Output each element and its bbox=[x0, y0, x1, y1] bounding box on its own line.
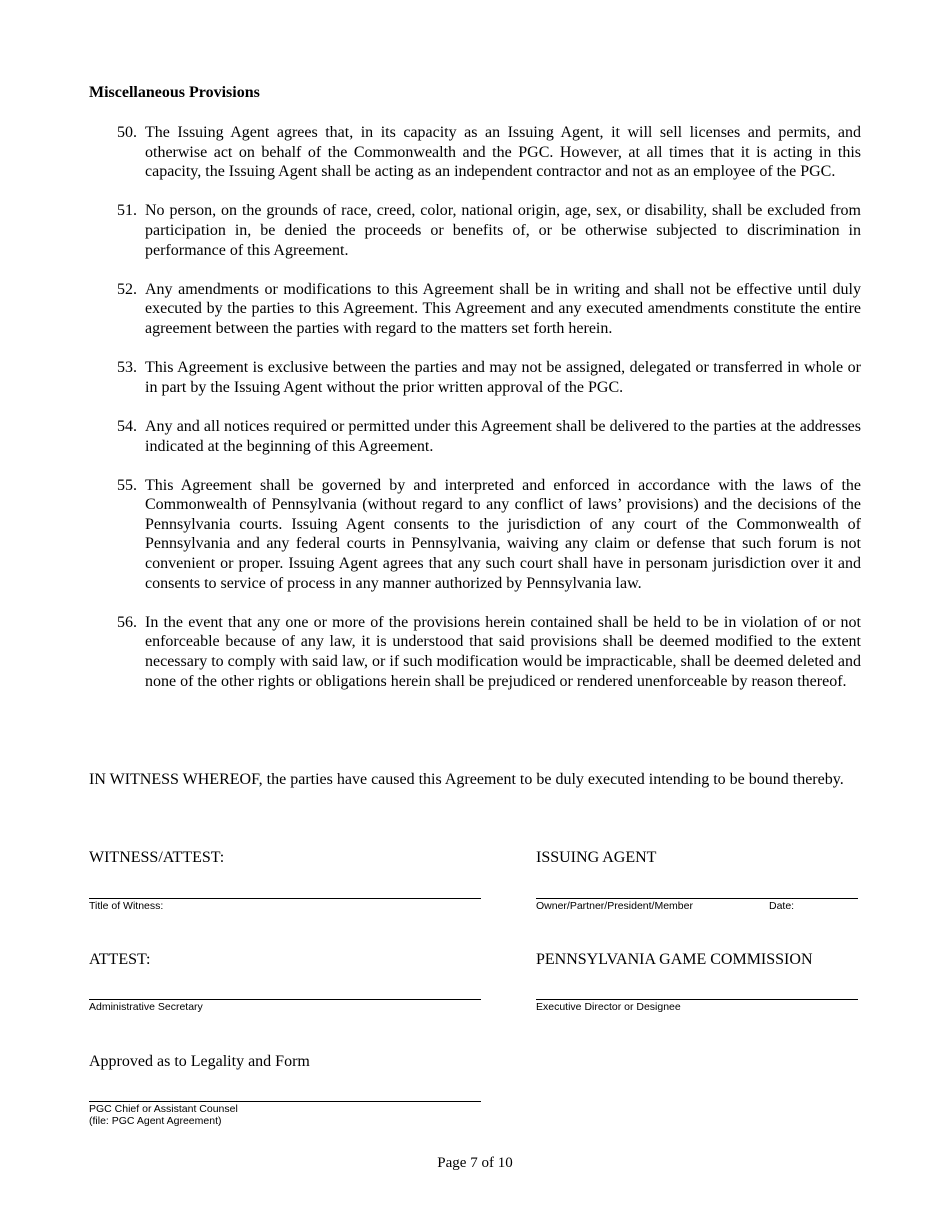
witness-attest-title: WITNESS/ATTEST: bbox=[89, 849, 225, 866]
provision-text: Any and all notices required or permitted under this Agreement shall be delivered to the parties at the addresses indicated at the beginning of this Agreement. bbox=[145, 417, 861, 455]
owner-label: Owner/Partner/President/Member bbox=[536, 900, 693, 912]
provision-text: This Agreement shall be governed by and interpreted and enforced in accordance with the laws of the Commonwealth of Pennsylvania (without regard to any conflict of laws’ provisions) and the decisions of the Pennsylvania courts. Issuing Agent consents to the jurisdiction of any court of the Commonwealth of Pennsylvania and any federal courts in Pennsylvania, waiving any claim or defense that such forum is not convenient or proper. Issuing Agent agrees that any such court shall have in personam jurisdiction over it and consents to service of process in any manner authorized by Pennsylvania law. bbox=[145, 476, 861, 592]
provision-text: Any amendments or modifications to this Agreement shall be in writing and shall not be effective until duly executed by the parties to this Agreement. This Agreement and any executed amendments constitute the entire agreement between the parties with regard to the matters set forth herein. bbox=[145, 280, 861, 337]
attest-signature-line[interactable] bbox=[89, 999, 481, 1000]
section-heading: Miscellaneous Provisions bbox=[89, 84, 260, 101]
pgc-title: PENNSYLVANIA GAME COMMISSION bbox=[536, 951, 813, 968]
provision-text: In the event that any one or more of the provisions herein contained shall be held to be in violation of or not enforceable because of any law, it is understood that said provisions shall be deemed modified to the extent necessary to comply with said law, or if such modification would be impracticable, shall be deemed deleted and none of the other rights or obligations herein shall be prejudiced or rendered unenforceable by reason thereof. bbox=[145, 613, 861, 690]
witness-signature-line[interactable] bbox=[89, 898, 481, 899]
date-label: Date: bbox=[769, 900, 795, 912]
witness-statement: IN WITNESS WHEREOF, the parties have caused this Agreement to be duly executed intending to be bound thereby. bbox=[89, 771, 844, 788]
attest-title: ATTEST: bbox=[89, 951, 151, 968]
counsel-label: PGC Chief or Assistant Counsel bbox=[89, 1103, 238, 1115]
provision-number: 53. bbox=[117, 359, 137, 377]
admin-secretary-label: Administrative Secretary bbox=[89, 1001, 203, 1013]
pgc-signature-line[interactable] bbox=[536, 999, 858, 1000]
provision-text: This Agreement is exclusive between the parties and may not be assigned, delegated or transferred in whole or in part by the Issuing Agent without the prior written approval of the PGC. bbox=[145, 359, 861, 396]
provision-item bbox=[89, 476, 861, 594]
provision-item bbox=[89, 417, 861, 456]
provision-item bbox=[89, 613, 861, 691]
provision-number: 51. bbox=[117, 202, 137, 220]
provision-item bbox=[89, 358, 861, 397]
page-number: Page 7 of 10 bbox=[437, 1155, 513, 1171]
provision-text: The Issuing Agent agrees that, in its capacity as an Issuing Agent, it will sell licenses and permits, and otherwise act on behalf of the Commonwealth and the PGC. However, at all times that it is acting in this capacity, the Issuing Agent shall be acting as an independent contractor and not as an employee of the PGC. bbox=[145, 124, 861, 181]
legality-title: Approved as to Legality and Form bbox=[89, 1053, 310, 1070]
issuing-agent-signature-line[interactable] bbox=[536, 898, 858, 899]
legality-signature-line[interactable] bbox=[89, 1101, 481, 1102]
provision-item bbox=[89, 280, 861, 339]
provisions-list bbox=[89, 123, 861, 711]
provision-item bbox=[89, 201, 861, 260]
executive-director-label: Executive Director or Designee bbox=[536, 1001, 681, 1013]
provision-number: 50. bbox=[117, 124, 137, 141]
provision-number: 55. bbox=[117, 476, 137, 494]
provision-item bbox=[89, 123, 861, 182]
witness-title-label: Title of Witness: bbox=[89, 900, 164, 912]
provision-number: 52. bbox=[117, 280, 137, 298]
file-note: (file: PGC Agent Agreement) bbox=[89, 1115, 222, 1127]
provision-text: No person, on the grounds of race, creed, color, national origin, age, sex, or disability, shall be excluded from participation in, be denied the proceeds or benefits of, or be otherwise subjected to discrimination in performance of this Agreement. bbox=[145, 202, 861, 259]
issuing-agent-title: ISSUING AGENT bbox=[536, 849, 657, 866]
provision-number: 56. bbox=[117, 613, 137, 631]
provision-number: 54. bbox=[117, 417, 137, 435]
